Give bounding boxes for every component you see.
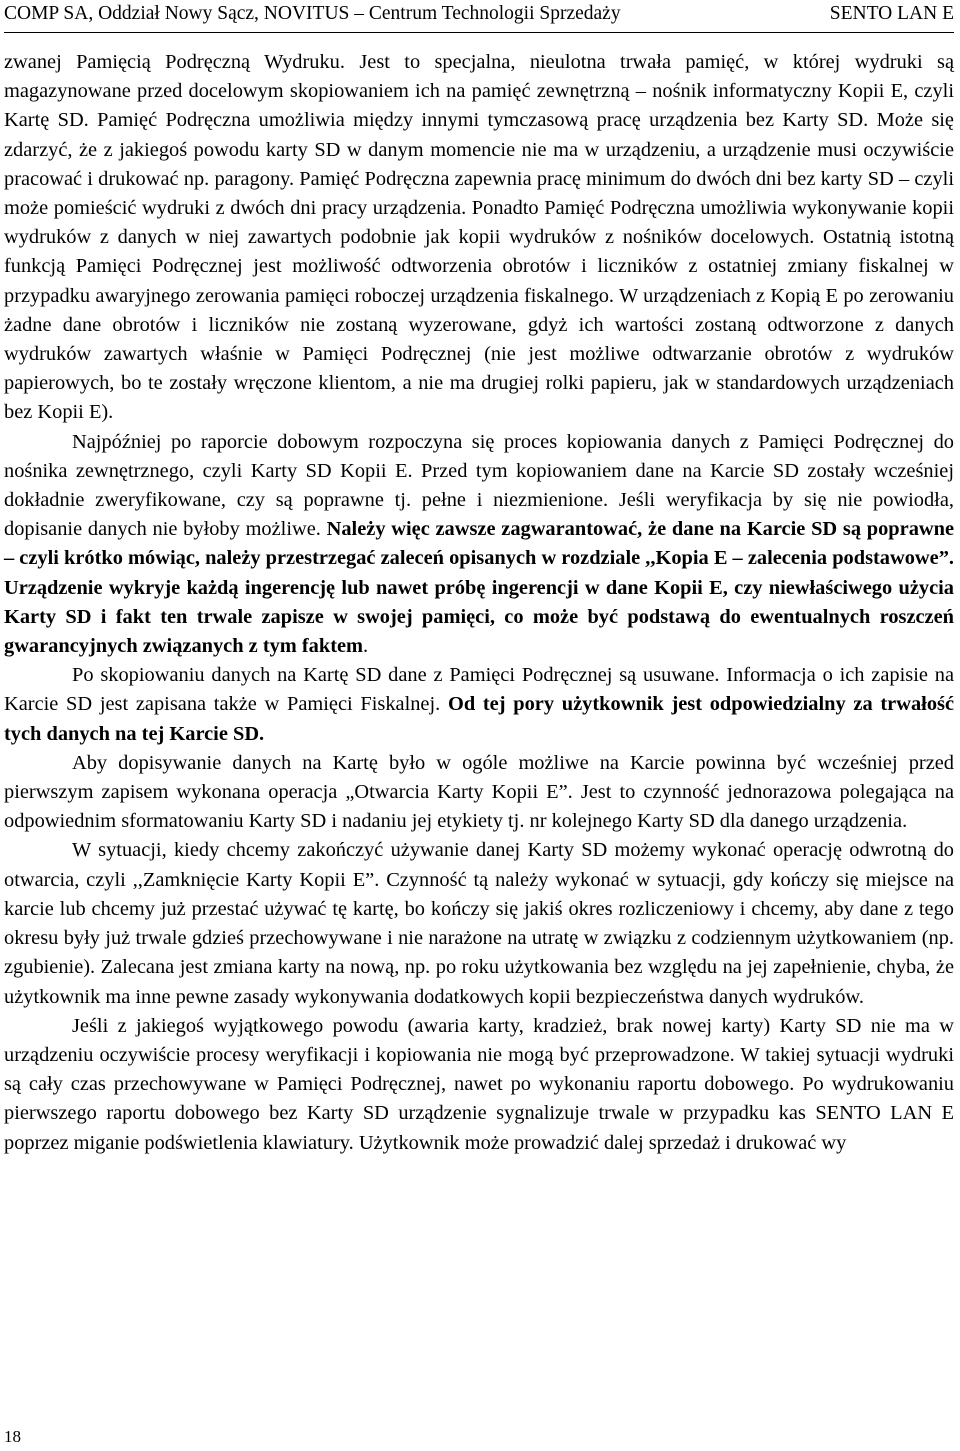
paragraph-text: . [363, 635, 369, 658]
paragraph-text: Aby dopisywanie danych na Kartę było w ogóle możliwe na Karcie powinna być wcześniej przed pierwszym zapisem wykonana operacja „Otwarcia Karty Kopii E”. Jest to czynność jednorazowa polegająca na odpowiednim sformatowaniu Karty SD i nadaniu jej etykiety tj. nr kolejnego Karty SD dla danego urządzenia. [4, 751, 954, 833]
paragraph-bold-text: Od tej pory użytkownik jest odpowiedzialny za trwałość tych danych na tej Karcie SD. [4, 693, 954, 745]
paragraph-5 [4, 836, 954, 1011]
paragraph-1 [4, 48, 954, 428]
paragraph-6 [4, 1012, 954, 1158]
paragraph-bold-text: Należy więc zawsze zagwarantować, że dane na Karcie SD są poprawne – czyli krótko mówiąc, należy przestrzegać zaleceń opisanych w rozdziale ,,Kopia E – zalecenia podstawowe”. Urządzenie wykryje każdą ingerencję lub nawet próbę ingerencji w dane Kopii E, czy niewłaściwego użycia Karty SD i fakt ten trwale zapisze w swojej pamięci, co może być podstawą do ewentualnych roszczeń gwarancyjnych związanych z tym faktem [4, 518, 954, 658]
paragraph-text: zwanej Pamięcią Podręczną Wydruku. Jest to specjalna, nieulotna trwała pamięć, w której wydruki są magazynowane przed docelowym skopiowaniem ich na pamięć zewnętrzną – nośnik informatyczny Kopii E, czyli Kartę SD. Pamięć Podręczna umożliwia między innymi tymczasową pracę urządzenia bez Karty SD. Może się zdarzyć, że z jakiegoś powodu karty SD w danym momencie nie ma w urządzeniu, a urządzenie musi oczywiście pracować i drukować np. paragony. Pamięć Podręczna zapewnia pracę minimum do dwóch dni bez karty SD – czyli może pomieścić wydruki z dwóch dni pracy urządzenia. Ponadto Pamięć Podręczna umożliwia wykonywanie kopii wydruków z danych w niej zawartych podobnie jak kopii wydruków z nośników docelowych. Ostatnią istotną funkcją Pamięci Podręcznej jest możliwość odtworzenia obrotów i liczników z ostatniej zmiany fiskalnej w przypadku awaryjnego zerowania pamięci roboczej urządzenia fiskalnego. W urządzeniach z Kopią E po zerowaniu żadne dane obrotów i liczników nie zostaną wyzerowane, gdyż ich wartości zostaną odtworzone z danych wydruków zawartych właśnie w Pamięci Podręcznej (nie jest możliwe odtwarzanie obrotów z wydruków papierowych, bo te zostały wręczone klientom, a nie ma drugiej rolki papieru, jak w standardowych urządzeniach bez Kopii E). [4, 51, 954, 424]
page-header [4, 0, 954, 33]
header-right-text: SENTO LAN E [829, 3, 954, 24]
paragraph-2 [4, 428, 954, 662]
paragraph-4 [4, 749, 954, 837]
header-left-text: COMP SA, Oddział Nowy Sącz, NOVITUS – Centrum Technologii Sprzedaży [4, 3, 621, 24]
paragraph-text: W sytuacji, kiedy chcemy zakończyć używanie danej Karty SD możemy wykonać operację odwrotną do otwarcia, czyli ,,Zamknięcie Karty Kopii E”. Czynność tą należy wykonać w sytuacji, gdy kończy się miejsce na karcie lub chcemy już przestać używać tę kartę, bo kończy się jakiś okres rozliczeniowy i chcemy, aby dane z tego okresu były już trwale gdzieś przechowywane i nie narażone na utratę w związku z codziennym użytkowaniem (np. zgubienie). Zalecana jest zmiana karty na nową, np. po roku użytkowania bez względu na jej zapełnienie, chyba, że użytkownik ma inne pewne zasady wykonywania dodatkowych kopii bezpieczeństwa danych wydruków. [4, 839, 954, 1008]
paragraph-text: Po skopiowaniu danych na Kartę SD dane z Pamięci Podręcznej są usuwane. Informacja o ich zapisie na Karcie SD jest zapisana także w Pamięci Fiskalnej. [4, 664, 954, 716]
document-body [4, 48, 954, 1158]
paragraph-text: Najpóźniej po raporcie dobowym rozpoczyna się proces kopiowania danych z Pamięci Podręcznej do nośnika zewnętrznego, czyli Karty SD Kopii E. Przed tym kopiowaniem dane na Karcie SD zostały wcześniej dokładnie zweryfikowane, czy są poprawne tj. pełne i niezmienione. Jeśli weryfikacja by się nie powiodła, dopisanie danych nie byłoby możliwe. [4, 430, 954, 541]
page-number: 18 [4, 1427, 21, 1446]
paragraph-text: Jeśli z jakiegoś wyjątkowego powodu (awaria karty, kradzież, brak nowej karty) Karty SD nie ma w urządzeniu oczywiście procesy weryfikacji i kopiowania nie mogą być przeprowadzone. W takiej sytuacji wydruki są cały czas przechowywane w Pamięci Podręcznej, nawet po wykonaniu raportu dobowego. Po wydrukowaniu pierwszego raportu dobowego bez Karty SD urządzenie sygnalizuje trwale w przypadku kas SENTO LAN E poprzez miganie podświetlenia klawiatury. Użytkownik może prowadzić dalej sprzedaż i drukować wy [4, 1014, 954, 1154]
paragraph-3 [4, 661, 954, 749]
